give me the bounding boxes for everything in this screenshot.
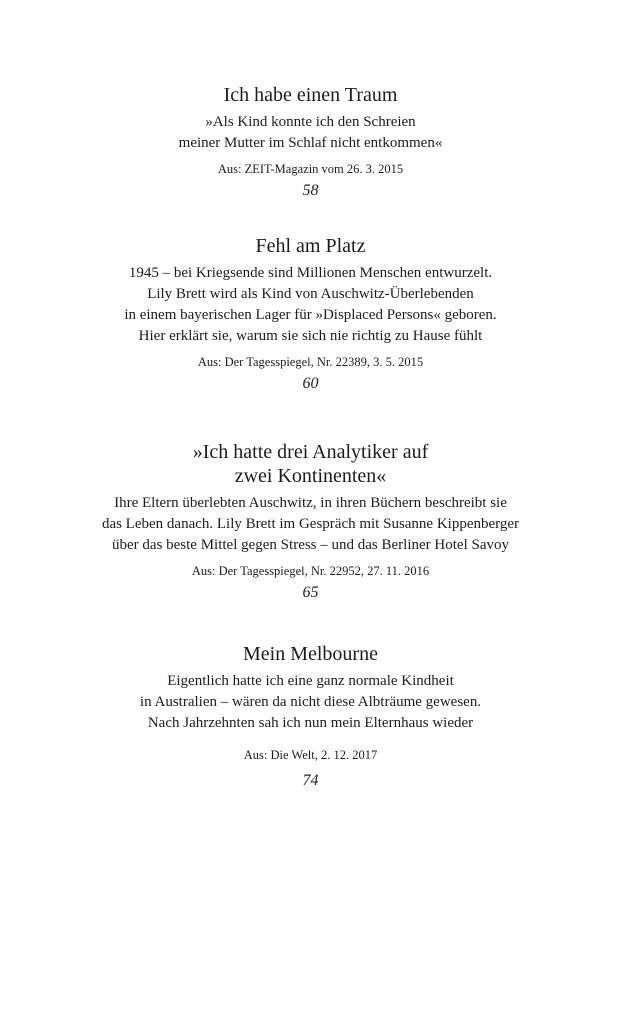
entry-description-line: Ihre Eltern überlebten Auschwitz, in ihren Büchern beschreibt sie — [114, 495, 507, 511]
entry-title — [0, 642, 621, 666]
entry-description-line: meiner Mutter im Schlaf nicht entkommen« — [178, 135, 443, 151]
entry-description-line: in Australien – wären da nicht diese Albträume gewesen. — [139, 694, 482, 710]
entry-source: Aus: Die Welt, 2. 12. 2017 — [243, 748, 378, 762]
entry-description-line: Eigentlich hatte ich eine ganz normale Kindheit — [167, 673, 454, 689]
entry-description-line: über das beste Mittel gegen Stress – und das Berliner Hotel Savoy — [111, 537, 509, 553]
entry-title-line: Ich habe einen Traum — [223, 84, 398, 106]
entry-description-line: »Als Kind konnte ich den Schreien — [205, 114, 416, 130]
entry-description-line: das Leben danach. Lily Brett im Gespräch mit Susanne Kippenberger — [101, 516, 520, 532]
toc-entry — [0, 440, 621, 603]
entry-title-line: Mein Melbourne — [243, 643, 378, 665]
entry-source: Aus: Der Tagesspiegel, Nr. 22389, 3. 5. 2015 — [197, 355, 424, 369]
entry-title — [0, 234, 621, 258]
entry-page-number: 60 — [302, 375, 319, 392]
entry-description-line: Lily Brett wird als Kind von Auschwitz-Überlebenden — [147, 286, 474, 302]
toc-entry — [0, 642, 621, 791]
toc-entry — [0, 234, 621, 394]
entry-description-line: Hier erklärt sie, warum sie sich nie richtig zu Hause fühlt — [138, 328, 483, 344]
entry-description-line: Nach Jahrzehnten sah ich nun mein Elternhaus wieder — [147, 715, 474, 731]
entry-title — [0, 440, 621, 488]
entry-title-line: »Ich hatte drei Analytiker auf — [192, 441, 429, 463]
entry-title — [0, 83, 621, 107]
toc-entry — [0, 83, 621, 201]
entry-description — [0, 263, 621, 347]
entry-description — [0, 671, 621, 734]
entry-page-number: 65 — [302, 584, 319, 601]
entry-page-number: 74 — [302, 772, 319, 789]
entry-source: Aus: ZEIT-Magazin vom 26. 3. 2015 — [217, 162, 404, 176]
entry-description — [0, 112, 621, 154]
entry-description-line: in einem bayerischen Lager für »Displaced Persons« geboren. — [124, 307, 497, 323]
entry-page-number: 58 — [302, 182, 319, 199]
entry-source: Aus: Der Tagesspiegel, Nr. 22952, 27. 11. 2016 — [191, 564, 430, 578]
entry-description — [0, 493, 621, 556]
entry-description-line: 1945 – bei Kriegsende sind Millionen Menschen entwurzelt. — [128, 265, 493, 281]
entry-title-line: zwei Kontinenten« — [234, 465, 387, 487]
entry-title-line: Fehl am Platz — [255, 235, 366, 257]
